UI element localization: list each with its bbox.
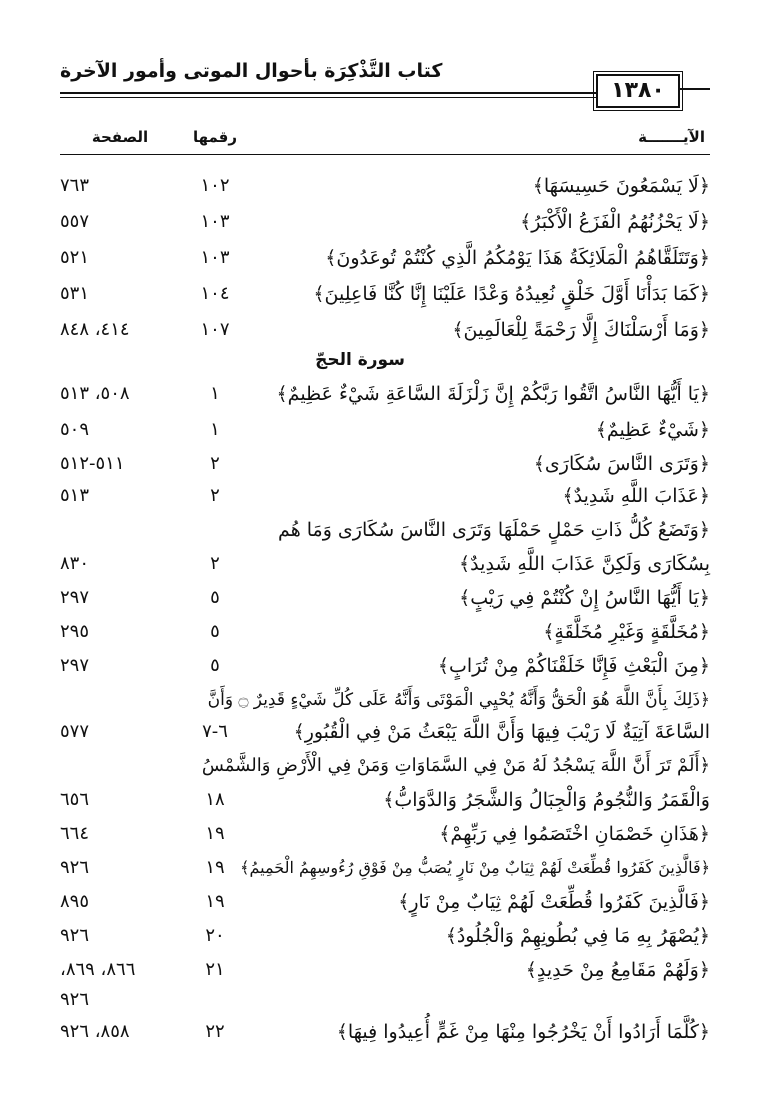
verse-number: ١٩ xyxy=(205,823,225,844)
verse-text: ﴿كَمَا بَدَأْنَا أَوَّلَ خَلْقٍ نُعِيدُهُ وَعْدًا عَلَيْنَا إِنَّا كُنَّا فَاعِلِينَ﴾ xyxy=(313,283,710,305)
verse-text: ﴿فَالَّذِينَ كَفَرُوا قُطِّعَتْ لَهُمْ ثِيَابٌ مِنْ نَارٍ﴾ xyxy=(398,891,710,913)
verse-text: ﴿مِنَ الْبَعْثِ فَإِنَّا خَلَقْنَاكُمْ مِنْ تُرَابٍ﴾ xyxy=(437,655,710,677)
column-head-rule xyxy=(60,154,710,155)
verse-text: ﴿مُخَلَّقَةٍ وَغَيْرِ مُخَلَّقَةٍ﴾ xyxy=(543,621,710,643)
verse-number: ٢١ xyxy=(205,959,225,980)
page-ref: ٨٥٨، ٩٢٦ xyxy=(60,1021,130,1042)
table-row-multiline xyxy=(60,682,710,718)
verse-number: ١٠٣ xyxy=(200,247,230,268)
table-row-multiline-cont xyxy=(60,782,710,818)
table-row xyxy=(60,446,710,482)
verse-number: ٢ xyxy=(210,553,220,574)
table-row xyxy=(60,276,710,312)
page-ref: ٥٠٨، ٥١٣ xyxy=(60,383,130,404)
verse-number: ٥ xyxy=(210,587,220,608)
verse-text: ﴿فَالَّذِينَ كَفَرُوا قُطِّعَتْ لَهُمْ ثِيَابٌ مِنْ نَارٍ يُصَبُّ مِنْ فَوْقِ رُءُوسِهِمُ الْحَمِيمُ﴾ xyxy=(240,858,710,877)
header-rule-right xyxy=(680,88,710,90)
verse-number: ٦-٧ xyxy=(202,721,228,742)
verse-number: ٢٢ xyxy=(205,1021,225,1042)
table-row xyxy=(60,614,710,650)
verse-number: ١٨ xyxy=(205,789,225,810)
column-head-number: رقمها xyxy=(192,128,238,146)
page-ref: ٢٩٧ xyxy=(60,655,90,676)
book-title: كتاب التَّذْكِرَة بأحوال الموتى وأمور الآخرة xyxy=(60,60,443,82)
table-row xyxy=(60,376,710,412)
table-row-multiline xyxy=(60,748,710,784)
page-ref: ٦٦٤ xyxy=(60,823,90,844)
page-ref: ٤١٤، ٨٤٨ xyxy=(60,319,130,340)
verse-number: ٢ xyxy=(210,485,220,506)
page-ref: ٨٩٥ xyxy=(60,891,90,912)
table-row xyxy=(60,168,710,204)
verse-text: ﴿وَلَهُمْ مَقَامِعُ مِنْ حَدِيدٍ﴾ xyxy=(525,959,710,981)
table-row xyxy=(60,850,710,886)
table-row xyxy=(60,580,710,616)
verse-number: ١٠٤ xyxy=(200,283,230,304)
verse-text: ﴿يُصْهَرُ بِهِ مَا فِي بُطُونِهِمْ وَالْجُلُودُ﴾ xyxy=(445,925,710,947)
verse-number: ٥ xyxy=(210,655,220,676)
page-ref: ٥٣١ xyxy=(60,283,90,304)
page-ref: ٦٥٦ xyxy=(60,789,90,810)
page-ref: ٥٢١ xyxy=(60,247,90,268)
verse-number: ١٠٣ xyxy=(200,211,230,232)
page-ref: ٢٩٥ xyxy=(60,621,90,642)
table-row xyxy=(60,478,710,514)
page-ref: ٥١٣ xyxy=(60,485,90,506)
page-ref: ٥٠٩ xyxy=(60,419,90,440)
verse-text-line-2: السَّاعَةَ آتِيَةٌ لَا رَيْبَ فِيهَا وَأَنَّ اللَّهَ يَبْعَثُ مَنْ فِي الْقُبُورِ﴾ xyxy=(293,721,710,743)
verse-number: ١٩ xyxy=(205,857,225,878)
page-ref-line-2: ٩٢٦ xyxy=(60,989,90,1010)
surah-heading: سورة الحجّ xyxy=(315,350,405,370)
verse-text: ﴿هَذَانِ خَصْمَانِ اخْتَصَمُوا فِي رَبِّهِمْ﴾ xyxy=(439,823,710,845)
verse-text: ﴿وَتَرَى النَّاسَ سُكَارَى﴾ xyxy=(533,453,710,475)
page-ref: ٥١١-٥١٢ xyxy=(60,453,125,474)
verse-text-line-1: ﴿أَلَمْ تَرَ أَنَّ اللَّهَ يَسْجُدُ لَهُ مَنْ فِي السَّمَاوَاتِ وَمَنْ فِي الْأَرْضِ وَالشَّمْسُ xyxy=(201,755,710,776)
verse-text: ﴿شَيْءٌ عَظِيمٌ﴾ xyxy=(595,419,710,441)
verse-text-line-1: ﴿وَتَضَعُ كُلُّ ذَاتِ حَمْلٍ حَمْلَهَا وَتَرَى النَّاسَ سُكَارَى وَمَا هُم xyxy=(278,519,710,541)
table-row-cont xyxy=(60,982,710,1018)
table-row xyxy=(60,884,710,920)
verse-text-line-2: وَالْقَمَرُ وَالنُّجُومُ وَالْجِبَالُ وَالشَّجَرُ وَالدَّوَابُّ﴾ xyxy=(383,789,710,811)
verse-text: ﴿كُلَّمَا أَرَادُوا أَنْ يَخْرُجُوا مِنْهَا مِنْ غَمٍّ أُعِيدُوا فِيهَا﴾ xyxy=(336,1021,710,1043)
table-row xyxy=(60,240,710,276)
verse-text: ﴿لَا يَحْزُنُهُمُ الْفَزَعُ الْأَكْبَرُ﴾ xyxy=(520,211,710,233)
page-ref: ٩٢٦ xyxy=(60,857,90,878)
verse-number: ١٠٧ xyxy=(200,319,230,340)
page-ref: ٩٢٦ xyxy=(60,925,90,946)
page-ref: ٥٥٧ xyxy=(60,211,90,232)
header-rule xyxy=(60,92,656,98)
table-row xyxy=(60,648,710,684)
verse-text: ﴿وَتَتَلَقَّاهُمُ الْمَلَائِكَةُ هَذَا يَوْمُكُمُ الَّذِي كُنْتُمْ تُوعَدُونَ﴾ xyxy=(325,247,710,269)
verse-number: ٢٠ xyxy=(205,925,225,946)
verse-number: ٢ xyxy=(210,453,220,474)
table-row xyxy=(60,204,710,240)
page-number: ١٣٨٠ xyxy=(611,78,665,103)
verse-text: ﴿يَا أَيُّهَا النَّاسُ إِنْ كُنْتُمْ فِي رَيْبٍ﴾ xyxy=(459,587,710,609)
table-row-multiline-cont xyxy=(60,714,710,750)
table-row xyxy=(60,918,710,954)
page-number-box xyxy=(596,74,680,108)
table-row xyxy=(60,816,710,852)
column-head-page: الصفحة xyxy=(91,128,149,146)
page-ref: ٢٩٧ xyxy=(60,587,90,608)
verse-text-line-2: بِسُكَارَى وَلَكِنَّ عَذَابَ اللَّهِ شَدِيدٌ﴾ xyxy=(459,553,710,575)
verse-text: ﴿لَا يَسْمَعُونَ حَسِيسَهَا﴾ xyxy=(532,175,710,197)
verse-text: ﴿يَا أَيُّهَا النَّاسُ اتَّقُوا رَبَّكُمْ إِنَّ زَلْزَلَةَ السَّاعَةِ شَيْءٌ عَظِيمٌ﴾ xyxy=(276,383,710,405)
verse-number: ١ xyxy=(210,419,220,440)
verse-text-line-1: ﴿ذَلِكَ بِأَنَّ اللَّهَ هُوَ الْحَقُّ وَأَنَّهُ يُحْيِي الْمَوْتَى وَأَنَّهُ عَلَى كُلِّ شَيْءٍ قَدِيرٌ ۝ وَأَنَّ xyxy=(207,690,710,710)
page-ref: ٨٣٠ xyxy=(60,553,90,574)
page-ref: ٥٧٧ xyxy=(60,721,90,742)
verse-number: ٥ xyxy=(210,621,220,642)
table-row xyxy=(60,412,710,448)
verse-number: ١ xyxy=(210,383,220,404)
table-row-multiline-cont xyxy=(60,546,710,582)
page-ref: ٧٦٣ xyxy=(60,175,90,196)
verse-text: ﴿وَمَا أَرْسَلْنَاكَ إِلَّا رَحْمَةً لِلْعَالَمِينَ﴾ xyxy=(452,319,710,341)
verse-number: ١٠٢ xyxy=(200,175,230,196)
page-ref-line-1: ٨٦٦، ٨٦٩، xyxy=(60,959,136,980)
table-row xyxy=(60,312,710,348)
table-row xyxy=(60,1014,710,1050)
table-row-multiline xyxy=(60,512,710,548)
column-head-verse: الآيـــــــة xyxy=(638,128,705,146)
verse-number: ١٩ xyxy=(205,891,225,912)
verse-text: ﴿عَذَابَ اللَّهِ شَدِيدٌ﴾ xyxy=(562,485,710,507)
